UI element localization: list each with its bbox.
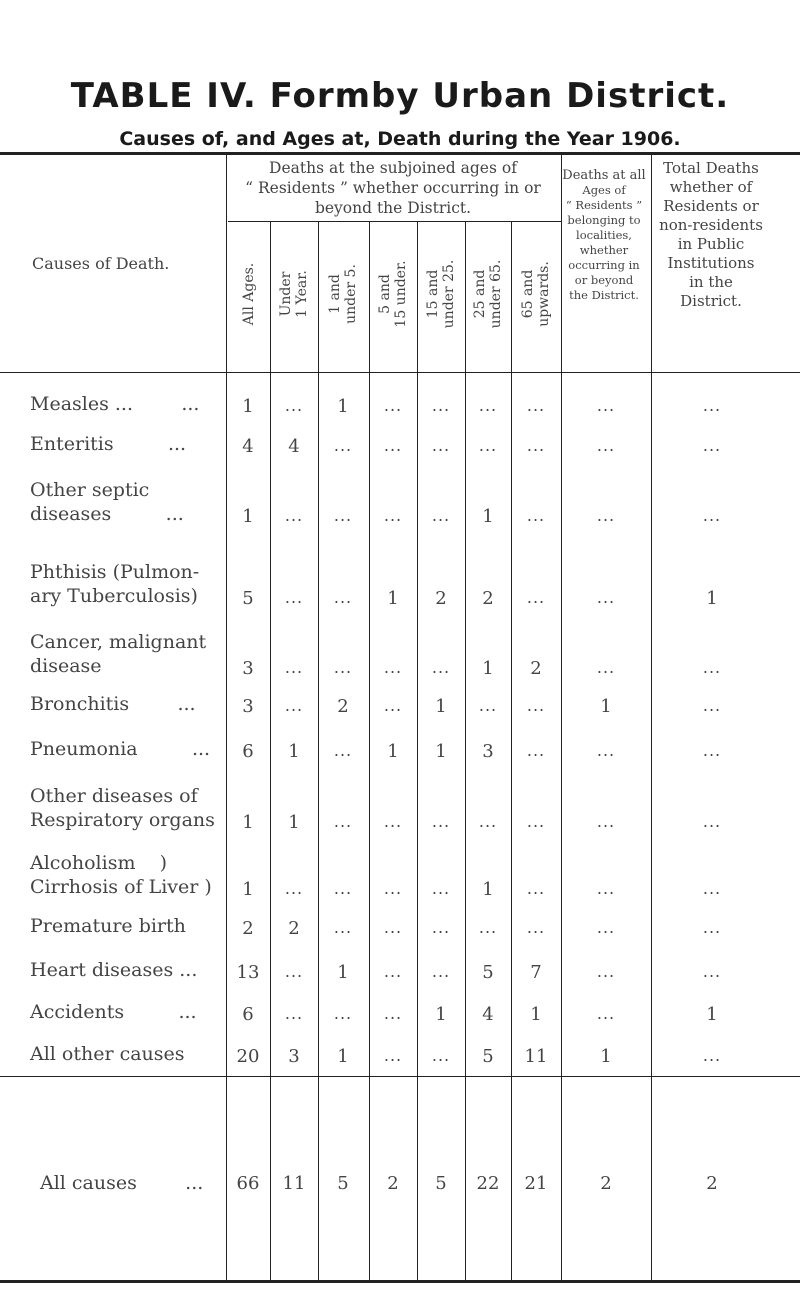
row-value-cell: ... (478, 696, 498, 715)
row-value-cell: ... (702, 396, 722, 415)
row-value-cell: ... (702, 741, 722, 760)
row-value-cell: 1 (706, 588, 718, 609)
row-value-cell: 1 (288, 741, 300, 762)
header-age-all: All Ages. (241, 262, 257, 326)
row-value-cell: ... (333, 879, 353, 898)
row-value-cell: ... (478, 918, 498, 937)
row-value-cell: 1 (482, 879, 494, 900)
row-value-cell: 1 (482, 506, 494, 527)
row-value-cell: ... (702, 962, 722, 981)
row-value-cell: 4 (242, 436, 254, 457)
row-value-cell: 4 (288, 436, 300, 457)
row-value-cell: ... (284, 696, 304, 715)
row-value-cell: ... (383, 1004, 403, 1023)
row-cause-label: disease (30, 655, 102, 677)
header-group-line: “ Residents ” whether occurring in or (245, 179, 541, 197)
row-value-cell: 20 (236, 1046, 260, 1067)
row-cause-label: Other septic (30, 479, 150, 501)
row-value-cell: ... (284, 962, 304, 981)
total-value-cell: 66 (236, 1173, 260, 1194)
row-value-cell: ... (431, 396, 451, 415)
row-value-cell: ... (383, 962, 403, 981)
row-cause-label: Heart diseases ... (30, 959, 198, 981)
row-value-cell: ... (478, 396, 498, 415)
row-value-cell: 3 (242, 696, 254, 717)
row-value-cell: ... (383, 696, 403, 715)
row-value-cell: 1 (530, 1004, 542, 1025)
row-value-cell: 1 (387, 588, 399, 609)
row-value-cell: 5 (242, 588, 254, 609)
row-value-cell: ... (284, 396, 304, 415)
row-value-cell: ... (383, 396, 403, 415)
row-value-cell: ... (431, 962, 451, 981)
row-value-cell: ... (431, 658, 451, 677)
row-value-cell: ... (596, 962, 616, 981)
col-rule (417, 222, 418, 1280)
col-rule (651, 154, 652, 1280)
row-value-cell: ... (284, 879, 304, 898)
row-value-cell: ... (431, 436, 451, 455)
row-value-cell: ... (526, 506, 546, 525)
total-value-cell: 5 (435, 1173, 447, 1194)
col-rule (369, 222, 370, 1280)
row-value-cell: ... (431, 1046, 451, 1065)
row-value-cell: ... (431, 918, 451, 937)
row-value-cell: 7 (530, 962, 542, 983)
row-value-cell: 1 (387, 741, 399, 762)
row-value-cell: ... (526, 879, 546, 898)
row-cause-label: Premature birth (30, 915, 186, 937)
total-value-cell: 11 (282, 1173, 306, 1194)
row-value-cell: 1 (337, 962, 349, 983)
row-value-cell: ... (284, 588, 304, 607)
row-value-cell: 1 (337, 396, 349, 417)
row-value-cell: ... (596, 918, 616, 937)
total-value-cell: 2 (600, 1173, 612, 1194)
row-cause-label: Cirrhosis of Liver ) (30, 876, 212, 898)
row-value-cell: ... (596, 396, 616, 415)
row-value-cell: 2 (242, 918, 254, 939)
row-cause-label: All other causes (30, 1043, 185, 1065)
row-cause-label: Enteritis ... (30, 433, 187, 455)
row-value-cell: 5 (482, 1046, 494, 1067)
row-value-cell: 1 (706, 1004, 718, 1025)
row-value-cell: ... (526, 396, 546, 415)
total-value-cell: 2 (387, 1173, 399, 1194)
row-value-cell: ... (702, 918, 722, 937)
col-rule (511, 222, 512, 1280)
row-cause-label: Alcoholism ) (30, 852, 168, 874)
row-value-cell: ... (596, 658, 616, 677)
col-rule (561, 154, 562, 1280)
page-title: TABLE IV. Formby Urban District. (70, 76, 730, 116)
row-value-cell: 2 (435, 588, 447, 609)
row-value-cell: ... (526, 696, 546, 715)
row-value-cell: ... (596, 879, 616, 898)
row-cause-label: diseases ... (30, 503, 184, 525)
row-value-cell: ... (383, 436, 403, 455)
row-value-cell: ... (333, 1004, 353, 1023)
row-value-cell: ... (596, 1004, 616, 1023)
row-value-cell: ... (526, 588, 546, 607)
row-value-cell: ... (431, 506, 451, 525)
table-top-rule (0, 152, 800, 155)
page-subtitle: Causes of, and Ages at, Death during the Year 1906. (119, 128, 681, 150)
row-value-cell: ... (333, 588, 353, 607)
row-value-cell: ... (526, 741, 546, 760)
row-value-cell: 1 (242, 396, 254, 417)
header-group-line: beyond the District. (314, 199, 472, 217)
total-value-cell: 21 (524, 1173, 548, 1194)
header-group (228, 158, 558, 218)
row-cause-label: Pneumonia ... (30, 738, 211, 760)
row-cause-label: Phthisis (Pulmon- (30, 561, 200, 583)
row-value-cell: 1 (482, 658, 494, 679)
row-value-cell: 1 (435, 696, 447, 717)
header-total-col: Total Deaths whether of Residents or non-residents in Public Institutions in the District. (659, 159, 763, 310)
row-cause-label: ary Tuberculosis) (30, 585, 198, 607)
row-value-cell: ... (284, 658, 304, 677)
header-group-line: Deaths at the subjoined ages of (269, 159, 517, 177)
row-value-cell: 1 (288, 812, 300, 833)
row-value-cell: ... (333, 812, 353, 831)
row-value-cell: 1 (242, 812, 254, 833)
row-value-cell: 1 (242, 879, 254, 900)
row-value-cell: 1 (435, 1004, 447, 1025)
row-value-cell: 3 (482, 741, 494, 762)
row-value-cell: ... (284, 1004, 304, 1023)
row-value-cell: ... (702, 1046, 722, 1065)
col-rule (270, 222, 271, 1280)
row-value-cell: ... (596, 812, 616, 831)
row-value-cell: 3 (288, 1046, 300, 1067)
total-row-label: All causes ... (40, 1172, 204, 1194)
header-age-5to15: 5 and 15 under. (377, 260, 409, 328)
row-value-cell: ... (478, 436, 498, 455)
row-value-cell: 5 (482, 962, 494, 983)
row-value-cell: 1 (600, 696, 612, 717)
row-value-cell: ... (596, 506, 616, 525)
row-value-cell: ... (478, 812, 498, 831)
row-cause-label: Other diseases of (30, 785, 198, 807)
row-cause-label: Respiratory organs (30, 809, 215, 831)
row-value-cell: 2 (288, 918, 300, 939)
row-value-cell: ... (702, 436, 722, 455)
row-value-cell: ... (702, 879, 722, 898)
row-value-cell: ... (284, 506, 304, 525)
row-value-cell: 1 (337, 1046, 349, 1067)
row-value-cell: 6 (242, 1004, 254, 1025)
row-value-cell: ... (431, 879, 451, 898)
row-value-cell: ... (383, 918, 403, 937)
total-value-cell: 22 (476, 1173, 500, 1194)
row-value-cell: 13 (236, 962, 260, 983)
row-value-cell: ... (596, 588, 616, 607)
total-value-cell: 5 (337, 1173, 349, 1194)
row-value-cell: 11 (524, 1046, 548, 1067)
row-value-cell: ... (702, 812, 722, 831)
row-value-cell: ... (383, 506, 403, 525)
row-value-cell: 1 (435, 741, 447, 762)
total-value-cell: 2 (706, 1173, 718, 1194)
row-value-cell: ... (596, 436, 616, 455)
row-value-cell: ... (333, 741, 353, 760)
row-value-cell: ... (383, 658, 403, 677)
header-age-under1: Under 1 Year. (278, 270, 310, 318)
row-cause-label: Accidents ... (30, 1001, 197, 1023)
table-bottom-rule (0, 1280, 800, 1283)
row-cause-label: Bronchitis ... (30, 693, 196, 715)
header-age-65up: 65 and upwards. (520, 261, 552, 327)
row-value-cell: 2 (337, 696, 349, 717)
row-cause-label: Measles ... ... (30, 393, 200, 415)
row-value-cell: ... (702, 696, 722, 715)
row-value-cell: ... (333, 506, 353, 525)
total-top-rule (0, 1076, 800, 1077)
row-value-cell: 1 (242, 506, 254, 527)
row-value-cell: ... (333, 658, 353, 677)
row-value-cell: 2 (530, 658, 542, 679)
row-value-cell: ... (333, 436, 353, 455)
header-bottom-rule (0, 372, 800, 373)
header-residents-col: Deaths at all Ages of “ Residents ” belonging to localities, whether occurring in or beyond the District. (562, 168, 646, 302)
row-value-cell: 2 (482, 588, 494, 609)
row-value-cell: ... (526, 436, 546, 455)
row-value-cell: ... (596, 741, 616, 760)
row-value-cell: 1 (600, 1046, 612, 1067)
col-rule (226, 154, 227, 1280)
row-value-cell: ... (702, 658, 722, 677)
row-value-cell: ... (526, 812, 546, 831)
row-value-cell: ... (431, 812, 451, 831)
header-age-1to5: 1 and under 5. (327, 264, 359, 324)
row-value-cell: 6 (242, 741, 254, 762)
row-value-cell: ... (526, 918, 546, 937)
col-rule (318, 222, 319, 1280)
row-value-cell: 4 (482, 1004, 494, 1025)
row-value-cell: ... (383, 1046, 403, 1065)
header-age-25to65: 25 and under 65. (472, 259, 504, 329)
row-cause-label: Cancer, malignant (30, 631, 207, 653)
row-value-cell: ... (333, 918, 353, 937)
row-value-cell: ... (383, 879, 403, 898)
header-causes: Causes of Death. (32, 254, 170, 273)
row-value-cell: ... (702, 506, 722, 525)
header-age-15to25: 15 and under 25. (425, 259, 457, 329)
row-value-cell: 3 (242, 658, 254, 679)
row-value-cell: ... (383, 812, 403, 831)
